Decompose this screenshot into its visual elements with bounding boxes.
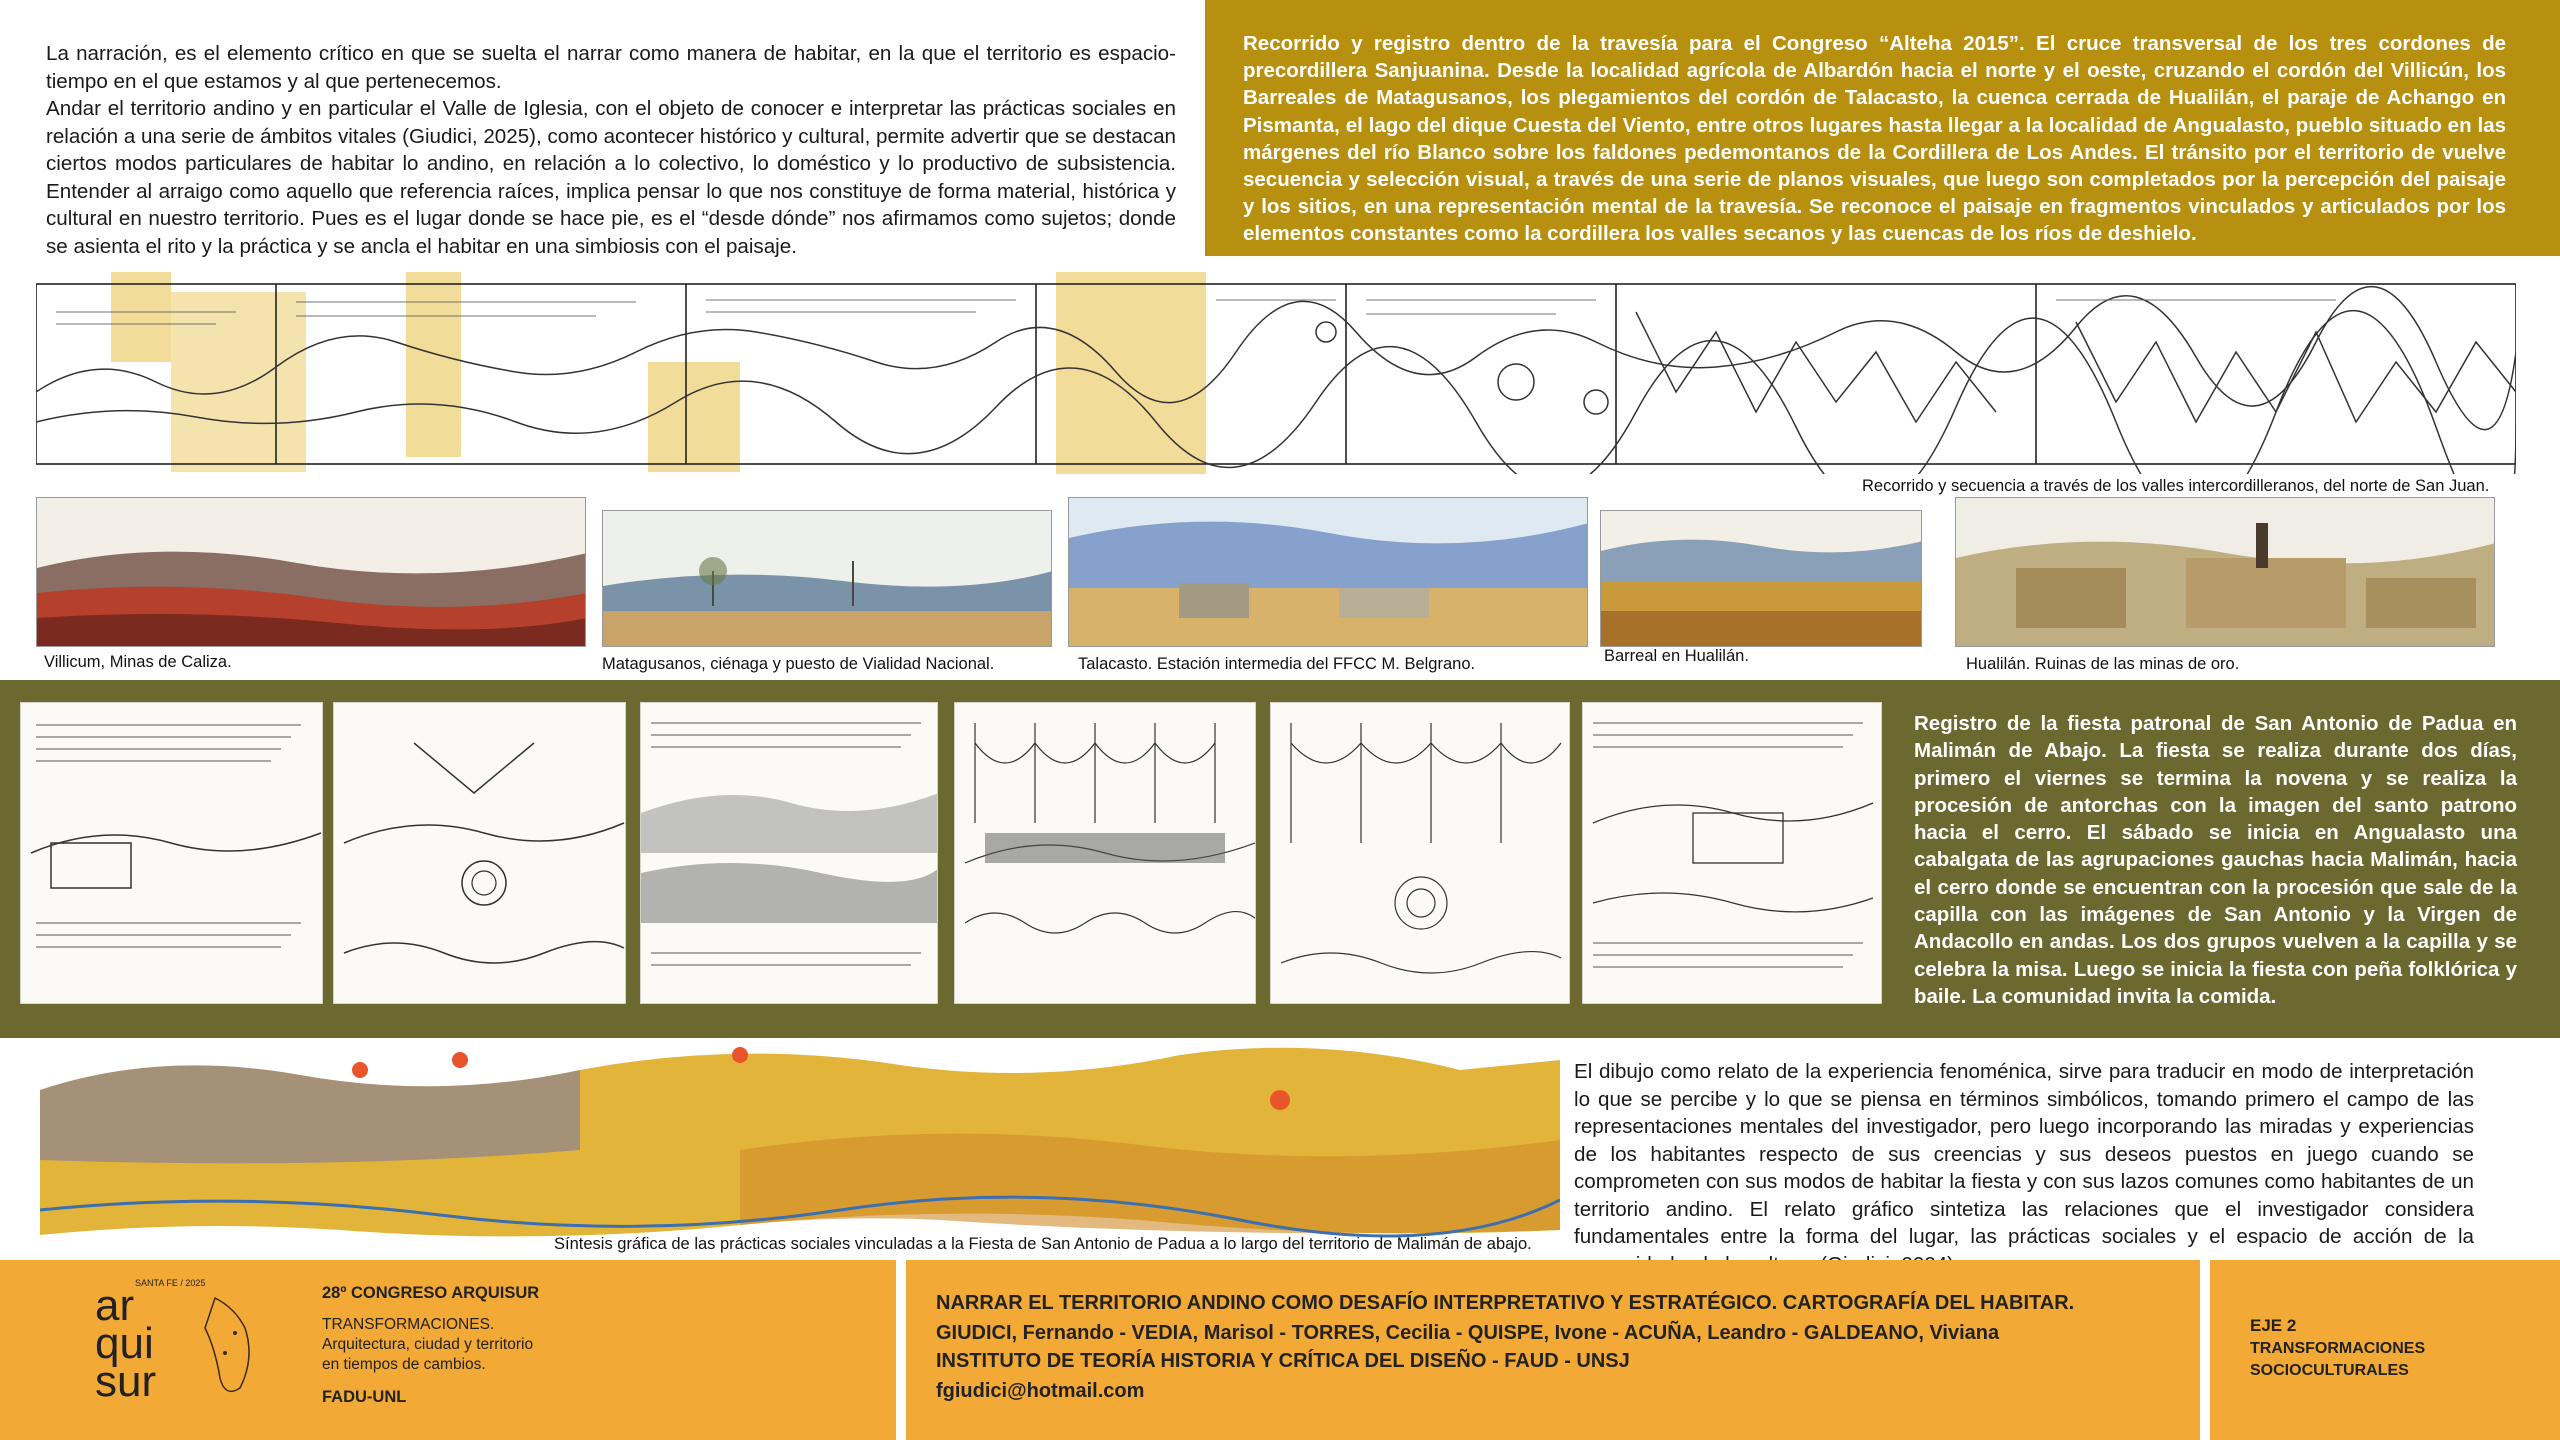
fiesta-sketch-1 — [20, 702, 323, 1004]
axis-sub-2: SOCIOCULTURALES — [2250, 1362, 2409, 1379]
poster-title: NARRAR EL TERRITORIO ANDINO COMO DESAFÍO INTERPRETATIVO Y ESTRATÉGICO. CARTOGRAFÍA DEL HABITAR. — [936, 1292, 2075, 1314]
faculty: FADU-UNL — [322, 1388, 407, 1406]
sketch-strip — [36, 272, 2516, 474]
watercolor-hualilan — [1955, 497, 2495, 647]
arquisur-logo — [95, 1278, 285, 1428]
footer-divider-1 — [896, 1260, 906, 1440]
logo-line-3: sur — [95, 1357, 157, 1406]
intro-paragraph-2: Andar el territorio andino y en particular el Valle de Iglesia, con el objeto de conocer e interpretar las prácticas sociales en relación a una serie de ámbitos vitales (Giudici, 2025), como acontecer histórico y cultural, permite advertir que se destacan ciertos modos particulares de habitar lo andino, en relación a lo colectivo, lo doméstico y lo productivo de subsistencia. Entender al arraigo como aquello que referencia raíces, implica pensar lo que nos constituye de forma material, histórica y cultural en nuestro territorio. Pues es el lugar donde se hace pie, es el “desde dónde” nos afirmamos como sujetos; donde se asienta el rito y la práctica y se ancla el habitar en una simbiosis con el paisaje. — [46, 97, 1176, 258]
fiesta-sketch-2 — [333, 702, 626, 1004]
fiesta-sketch-2-drawing — [334, 703, 626, 1004]
caption-talacasto: Talacasto. Estación intermedia del FFCC M. Belgrano. — [1078, 655, 1476, 673]
caption-barreal: Barreal en Hualilán. — [1604, 647, 1749, 665]
fiesta-sketch-1-drawing — [21, 703, 323, 1004]
caption-matagusanos: Matagusanos, ciénaga y puesto de Vialidad Nacional. — [602, 655, 995, 673]
axis-sub-1: TRANSFORMACIONES — [2250, 1340, 2426, 1357]
synthesis-caption: Síntesis gráfica de las prácticas sociales vinculadas a la Fiesta de San Antonio de Padua a lo largo del territorio de Malimán de abajo. — [554, 1235, 1532, 1253]
caption-villicum: Villicum, Minas de Caliza. — [44, 653, 232, 671]
logo-line-1: ar — [95, 1281, 135, 1330]
watercolor-matagusanos-drawing — [603, 511, 1052, 647]
footer-divider-2 — [2200, 1260, 2210, 1440]
synthesis-drawing — [40, 1030, 1560, 1258]
watercolor-villicum — [36, 497, 586, 647]
fiesta-sketch-4 — [954, 702, 1256, 1004]
drawing-description: El dibujo como relato de la experiencia fenoménica, sirve para traducir en modo de interpretación lo que se percibe y lo que se piensa en términos simbólicos, tomando primero el campo de las representaciones mentales del investigador, pero luego incorporando las miradas y experiencias de los habitantes respecto de sus creencias y sus deseos puestos en juego cuando se comprometen con sus modos de habitar la fiesta y con sus lazos comunes como habitantes de un territorio andino. El relato gráfico sintetiza las relaciones que el investigador considera fundamentales entre la forma del lugar, las prácticas sociales y el espacio de acción de la — [1574, 1060, 2474, 1248]
intro-paragraph-1: La narración, es el elemento crítico en que se suelta el narrar como manera de habitar, en la que el territorio es espacio-tiempo en el que estamos y al que pertenecemos. — [46, 42, 1176, 93]
logo-small-text: SANTA FE / 2025 — [135, 1278, 206, 1288]
poster-email[interactable]: fgiudici@hotmail.com — [936, 1380, 1145, 1402]
logo-map-icon — [195, 1288, 275, 1408]
fiesta-sketch-6 — [1582, 702, 1882, 1004]
fiesta-description: Registro de la fiesta patronal de San Antonio de Padua en Malimán de Abajo. La fiesta se realiza durante dos días, primero el viernes se termina la novena y se realiza la procesión de antorchas con la imagen del santo patrono hacia el cerro. El sábado se inicia en Angualasto una cabalgata de las agrupaciones gauchas hacia Malimán, hacia el cerro donde se encuentran con la procesión que sale de la capilla con las imágenes de San Antonio y la Virgen de Andacollo en andas. Los dos grupos vuelven a la capilla y se celebra la misa. Luego se inicia la fiesta con peña folklórica y baile. La comunidad invita la comida. — [1914, 712, 2517, 1008]
watercolor-hualilan-drawing — [1956, 498, 2495, 647]
route-description-text: Recorrido y registro dentro de la travesía para el Congreso “Alteha 2015”. El cruce transversal de los tres cordones de precordillera Sanjuanina. Desde la localidad agrícola de Albardón hacia el norte y el oeste, cruzando el cordón del Villicún, los Barreales de Matagusanos, los plegamientos del cordón de Talacasto, la cuenca cerrada de Hualilán, el paraje de Achango en Pismanta, el lago del dique Cuesta del Viento, entre otros lugares hasta llegar a la localidad de Angualasto, pueblo situado en las márgenes del río Blanco sobre los faldones pedemontanos de la Cordillera de Los Andes. El tránsito por el territorio de vuelve secuencia y selección visual, a través de una serie de planos visuales, que luego son completados por la percepción del paisaje y los sitios, en una representación mental de la travesía. Se reconoce el paisaje en fragmentos vinculados y articulados por los elementos constantes como la cordillera los valles secanos y las cuencas de los ríos de deshielo. — [1243, 32, 2506, 246]
watercolor-barreal — [1600, 510, 1922, 647]
watercolor-matagusanos — [602, 510, 1052, 647]
poster-authors: GIUDICI, Fernando - VEDIA, Marisol - TORRES, Cecilia - QUISPE, Ivone - ACUÑA, Leandro - GALDEANO, Viviana — [936, 1322, 2000, 1344]
sketch-strip-drawing — [36, 272, 2516, 474]
logo-line-2: qui — [95, 1319, 154, 1368]
fiesta-sketch-5-drawing — [1271, 703, 1570, 1004]
fiesta-sketch-6-drawing — [1583, 703, 1882, 1004]
congress-theme: TRANSFORMACIONES. — [322, 1316, 495, 1333]
caption-hualilan: Hualilán. Ruinas de las minas de oro. — [1966, 655, 2240, 673]
poster-institute: INSTITUTO DE TEORÍA HISTORIA Y CRÍTICA DEL DISEÑO - FAUD - UNSJ — [936, 1350, 1630, 1372]
watercolor-talacasto — [1068, 497, 1588, 647]
fiesta-sketch-5 — [1270, 702, 1570, 1004]
watercolor-villicum-drawing — [37, 498, 586, 647]
axis-label: EJE 2 — [2250, 1316, 2297, 1335]
footer-bar — [0, 1260, 2560, 1440]
intro-text — [46, 40, 1176, 260]
watercolor-talacasto-drawing — [1069, 498, 1588, 647]
synthesis-drawing-art — [40, 1030, 1560, 1258]
congress-name: 28º CONGRESO ARQUISUR — [322, 1284, 540, 1302]
route-description-box — [1205, 0, 2560, 256]
watercolor-barreal-drawing — [1601, 511, 1922, 647]
congress-theme-sub-2: en tiempos de cambios. — [322, 1356, 486, 1373]
fiesta-sketch-3 — [640, 702, 938, 1004]
fiesta-sketch-3-drawing — [641, 703, 938, 1004]
strip-caption: Recorrido y secuencia a través de los valles intercordilleranos, del norte de San Juan. — [1862, 477, 2490, 495]
fiesta-sketch-4-drawing — [955, 703, 1256, 1004]
congress-theme-sub-1: Arquitectura, ciudad y territorio — [322, 1336, 534, 1353]
